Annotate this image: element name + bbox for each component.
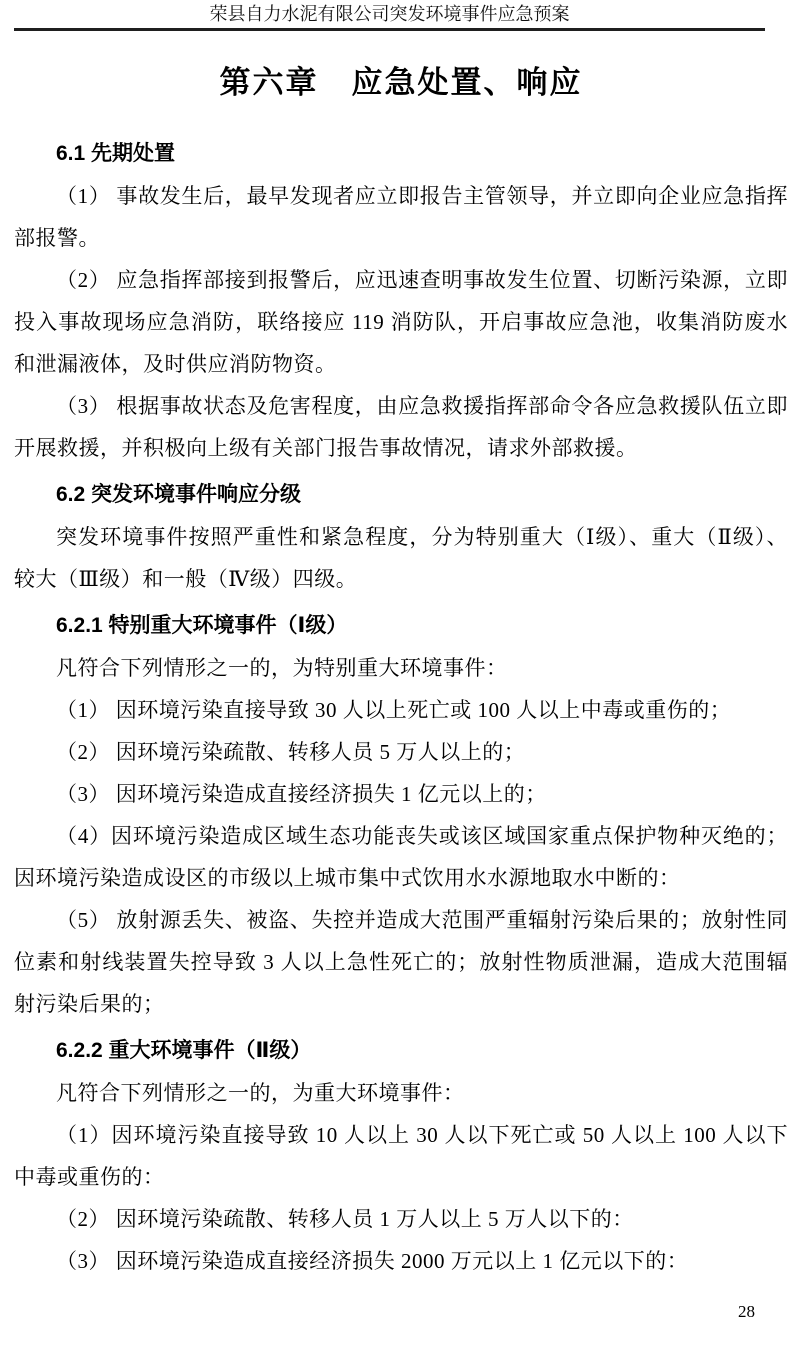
paragraph: （2） 因环境污染疏散、转移人员 5 万人以上的； [56,740,526,764]
paragraph: （2） 因环境污染疏散、转移人员 1 万人以上 5 万人以下的： [56,1207,634,1231]
paragraph: （1）因环境污染直接导致 10 人以上 30 人以下死亡或 50 人以上 100 人以下中毒或重伤的： [14,1123,788,1189]
paragraph: （4）因环境污染造成区域生态功能丧失或该区域国家重点保护物种灭绝的；因环境污染造成设区的市级以上城市集中式饮用水水源地取水中断的： [14,824,788,890]
section-heading-6-2-2: 6.2.2 重大环境事件（Ⅱ级） [56,1039,312,1062]
chapter-title: 第六章 应急处置、响应 [219,65,583,100]
paragraph: 突发环境事件按照严重性和紧急程度，分为特别重大（Ⅰ级）、重大（Ⅱ级）、较大（Ⅲ级）和一般（Ⅳ级）四级。 [14,525,788,591]
paragraph: （2） 应急指挥部接到报警后，应迅速查明事故发生位置、切断污染源，立即投入事故现场应急消防，联络接应 119 消防队，开启事故应急池，收集消防废水和泄漏液体，及时供应消防物资。 [14,268,788,376]
paragraph: （3） 根据事故状态及危害程度，由应急救援指挥部命令各应急救援队伍立即开展救援，并积极向上级有关部门报告事故情况，请求外部救援。 [14,394,788,460]
paragraph: （1） 因环境污染直接导致 30 人以上死亡或 100 人以上中毒或重伤的； [56,698,732,722]
section-heading-6-2-1: 6.2.1 特别重大环境事件（Ⅰ级） [56,614,348,637]
paragraph: 凡符合下列情形之一的，为特别重大环境事件： [56,656,508,680]
paragraph: （3） 因环境污染造成直接经济损失 1 亿元以上的； [56,782,547,806]
paragraph: （5） 放射源丢失、被盗、失控并造成大范围严重辐射污染后果的；放射性同位素和射线装置失控导致 3 人以上急性死亡的；放射性物质泄漏，造成大范围辐射污染后果的； [14,908,788,1016]
document-body [14,31,788,1282]
page-number: 28 [738,1302,755,1321]
paragraph: 凡符合下列情形之一的，为重大环境事件： [56,1081,465,1105]
paragraph: （3） 因环境污染造成直接经济损失 2000 万元以上 1 亿元以下的： [56,1249,689,1273]
paragraph: （1） 事故发生后，最早发现者应立即报告主管领导，并立即向企业应急指挥部报警。 [14,184,788,250]
header-title: 荣县自力水泥有限公司突发环境事件应急预案 [209,4,570,24]
page-header [14,3,765,31]
section-heading-6-1: 6.1 先期处置 [56,142,176,165]
section-heading-6-2: 6.2 突发环境事件响应分级 [56,483,302,506]
